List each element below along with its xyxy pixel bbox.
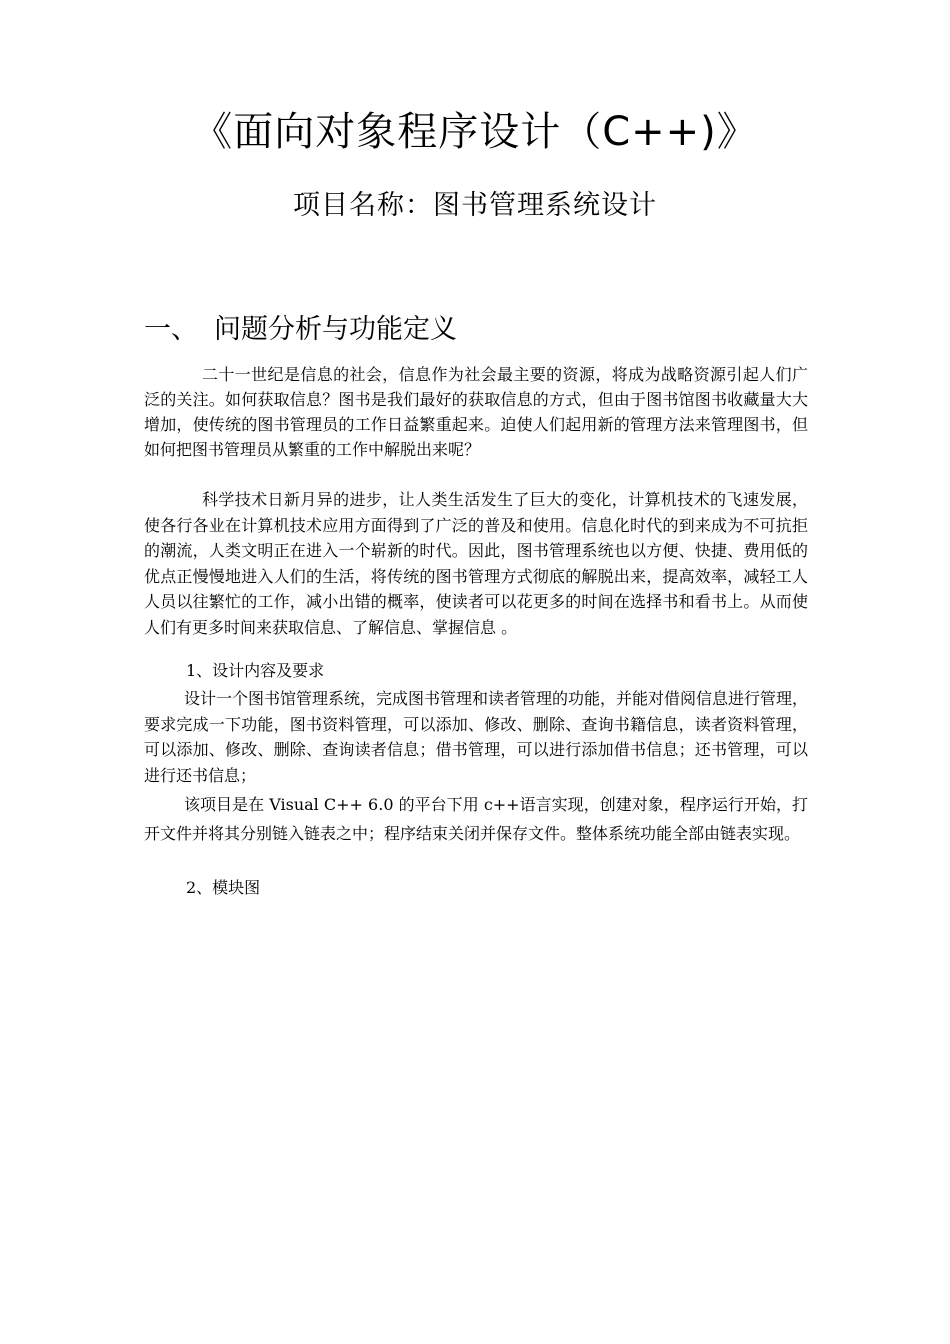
paragraph-implementation	[144, 790, 808, 848]
project-name-subtitle: 项目名称：图书管理系统设计	[293, 190, 657, 221]
paragraph-text: 该项目是在 Visual C++ 6.0 的平台下用 c++语言实现，创建对象，程序运行开始，打开文件并将其分别链入链表之中；程序结束关闭并保存文件。整体系统功能全部由链表实现。	[144, 795, 808, 843]
section-heading-text: 问题分析与功能定义	[214, 314, 457, 345]
section-number: 一、	[144, 314, 198, 345]
paragraph-design-content	[144, 686, 808, 788]
paragraph-text: 设计一个图书馆管理系统，完成图书管理和读者管理的功能，并能对借阅信息进行管理，要求完成一下功能，图书资料管理，可以添加、修改、删除、查询书籍信息，读者资料管理，可以添加、修改、删除、查询读者信息；借书管理，可以进行添加借书信息；还书管理，可以进行还书信息；	[144, 689, 809, 785]
document-title: 《面向对象程序设计（C++)》	[192, 109, 758, 155]
section-heading-1	[144, 310, 457, 350]
paragraph-text: 二十一世纪是信息的社会，信息作为社会最主要的资源，将成为战略资源引起人们广泛的关注。如何获取信息？图书是我们最好的获取信息的方式，但由于图书馆图书收藏量大大增加，使传统的图书管理员的工作日益繁重起来。迫使人们起用新的管理方法来管理图书，但如何把图书管理员从繁重的工作中解脱出来呢？	[144, 365, 808, 459]
subheading-module-diagram: 2、模块图	[186, 878, 261, 897]
subheading-design-requirements: 1、设计内容及要求	[186, 661, 325, 680]
paragraph-text: 科学技术日新月异的进步，让人类生活发生了巨大的变化，计算机技术的飞速发展，使各行各业在计算机技术应用方面得到了广泛的普及和使用。信息化时代的到来成为不可抗拒的潮流，人类文明正在进入一个崭新的时代。因此，图书管理系统也以方便、快捷、费用低的优点正慢慢地进入人们的生活，将传统的图书管理方式彻底的解脱出来，提高效率，减轻工人人员以往繁忙的工作，减小出错的概率，使读者可以花更多的时间在选择书和看书上。从而使人们有更多时间来获取信息、了解信息、掌握信息 。	[144, 490, 808, 637]
paragraph-intro	[144, 362, 808, 462]
paragraph-technology	[144, 487, 808, 640]
